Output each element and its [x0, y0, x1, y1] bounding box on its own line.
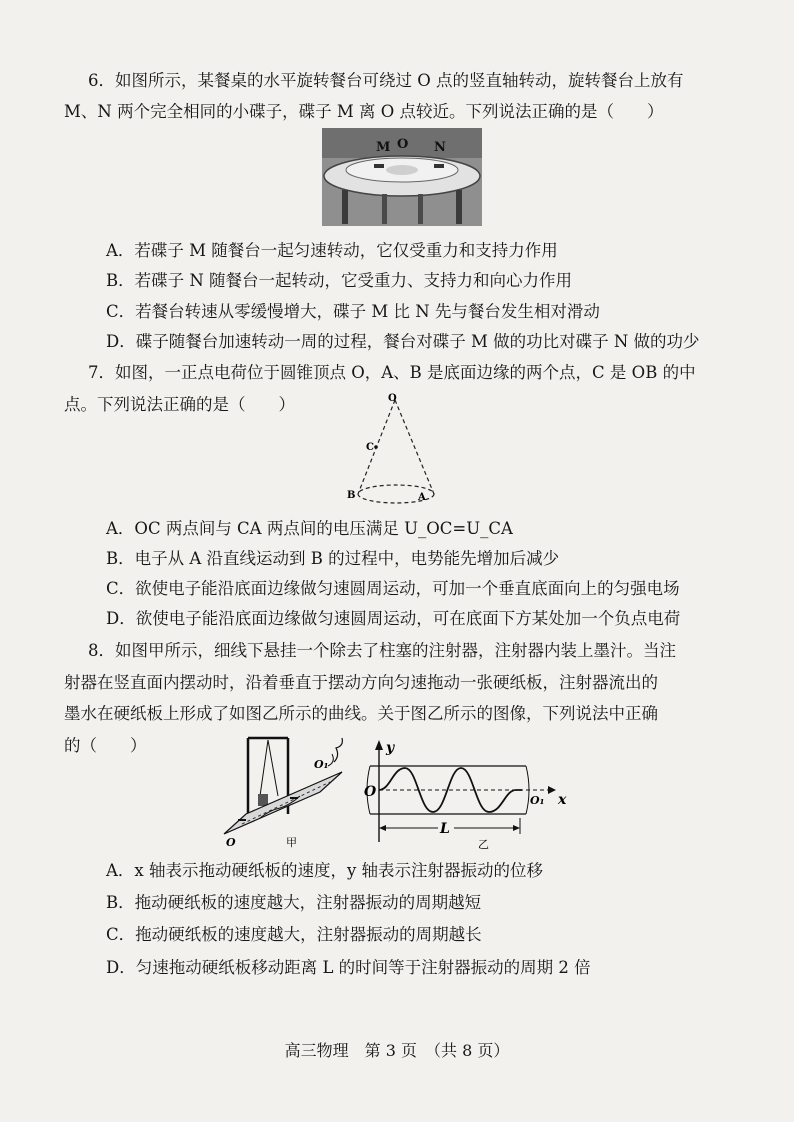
q6-figure-rotating-table [322, 128, 482, 226]
q7-label-o: O [388, 393, 397, 404]
q8-stem-line4: 的（ ） [64, 736, 147, 755]
q8-option-a: A．x 轴表示拖动硬纸板的速度，y 轴表示注射器振动的位移 [106, 861, 544, 880]
q7-label-a: A [418, 492, 426, 503]
q8-yi-caption: 乙 [478, 838, 489, 850]
q8-stem-line1: 8．如图甲所示，细线下悬挂一个除去了柱塞的注射器，注射器内装上墨汁。当注 [88, 641, 676, 660]
q8-yi-label-o1: O₁ [530, 794, 545, 807]
q7-option-b: B．电子从 A 沿直线运动到 B 的过程中，电势能先增加后减少 [106, 549, 560, 568]
q8-figure-yi-waveform [350, 738, 580, 850]
q8-yi-label-l: L [440, 821, 450, 837]
q7-label-b: B [347, 490, 356, 501]
q6-option-c: C．若餐台转速从零缓慢增大，碟子 M 比 N 先与餐台发生相对滑动 [106, 302, 600, 321]
q7-option-d: D．欲使电子能沿底面边缘做匀速圆周运动，可在底面下方某处加一个负点电荷 [106, 609, 681, 628]
q7-option-c: C．欲使电子能沿底面边缘做匀速圆周运动，可加一个垂直底面向上的匀强电场 [106, 579, 680, 598]
q7-stem-line2: 点。下列说法正确的是（ ） [64, 395, 295, 414]
q6-option-b: B．若碟子 N 随餐台一起转动，它受重力、支持力和向心力作用 [106, 271, 573, 290]
q8-jia-label-o: O [226, 836, 236, 849]
q7-stem-line1: 7．如图，一正点电荷位于圆锥顶点 O，A、B 是底面边缘的两个点，C 是 OB 的中 [88, 363, 696, 382]
q8-figure-jia-apparatus [220, 732, 350, 850]
q8-stem-line2: 射器在竖直面内摆动时，沿着垂直于摆动方向匀速拖动一张硬纸板，注射器流出的 [64, 673, 658, 692]
q7-label-c: C [366, 442, 374, 453]
q6-stem-line2: M、N 两个完全相同的小碟子，碟子 M 离 O 点较近。下列说法正确的是（ ） [64, 102, 664, 121]
q8-option-b: B．拖动硬纸板的速度越大，注射器振动的周期越短 [106, 893, 482, 912]
q8-option-c: C．拖动硬纸板的速度越大，注射器振动的周期越长 [106, 925, 482, 944]
q8-stem-line3: 墨水在硬纸板上形成了如图乙所示的曲线。关于图乙所示的图像，下列说法中正确 [64, 704, 658, 723]
q6-option-d: D．碟子随餐台加速转动一周的过程，餐台对碟子 M 做的功比对碟子 N 做的功少 [106, 332, 700, 351]
q8-yi-axis-origin: O [364, 784, 377, 800]
q6-label-o: O [397, 137, 409, 152]
q8-option-d: D．匀速拖动硬纸板移动距离 L 的时间等于注射器振动的周期 2 倍 [106, 958, 591, 977]
q8-yi-axis-y: y [386, 740, 395, 756]
q8-yi-axis-x: x [558, 792, 567, 808]
q7-option-a: A．OC 两点间与 CA 两点间的电压满足 U_OC=U_CA [106, 519, 513, 538]
q6-label-n: N [434, 140, 446, 155]
q8-jia-caption: 甲 [286, 836, 297, 849]
q6-option-a: A．若碟子 M 随餐台一起匀速转动，它仅受重力和支持力作用 [106, 241, 558, 260]
q6-stem-line1: 6．如图所示，某餐桌的水平旋转餐台可绕过 O 点的竖直轴转动，旋转餐台上放有 [88, 71, 684, 90]
q7-figure-cone [344, 392, 454, 508]
page-footer: 高三物理 第 3 页 （共 8 页） [284, 1041, 510, 1060]
q8-jia-label-o1: O₁ [314, 758, 329, 771]
q6-label-m: M [376, 140, 391, 155]
